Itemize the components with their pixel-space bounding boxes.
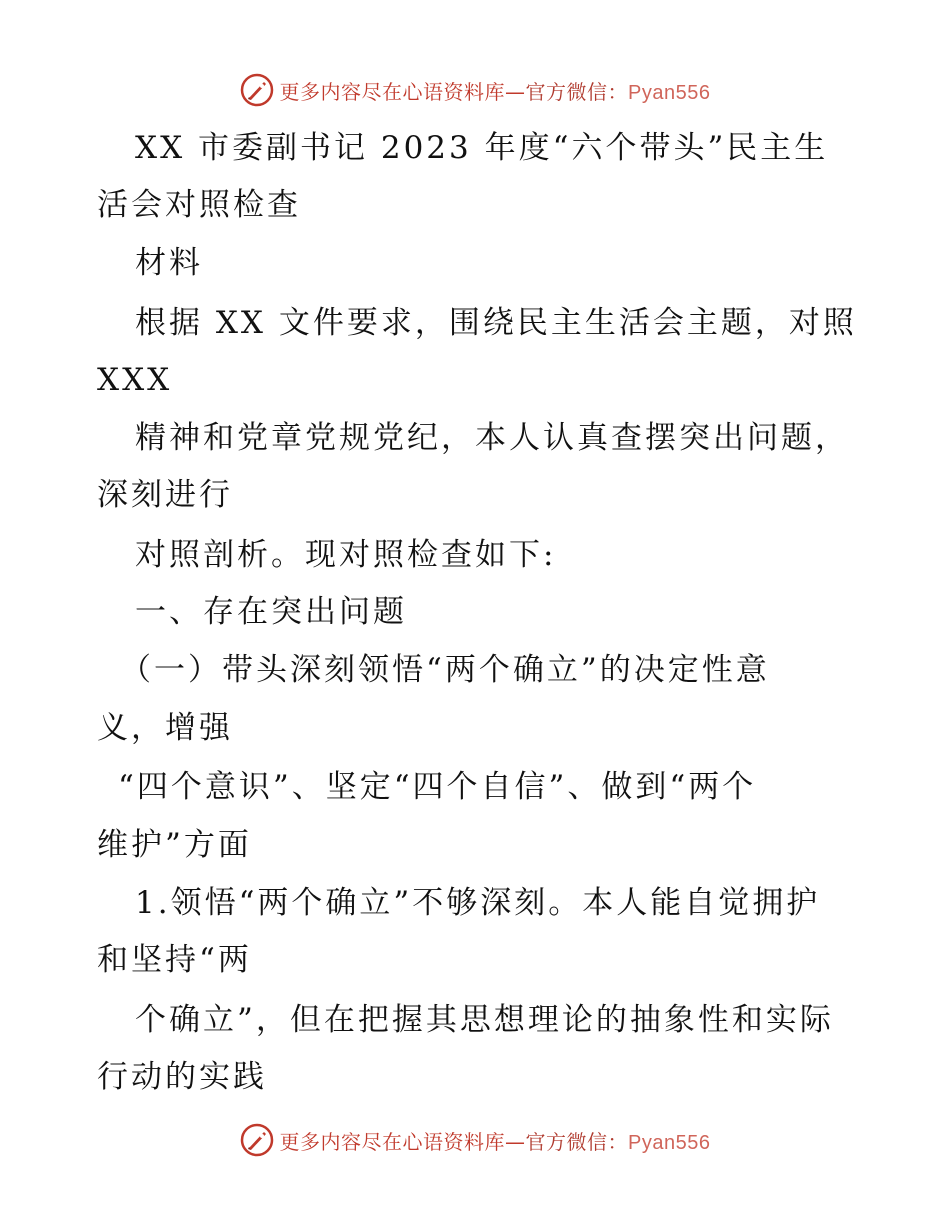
section-heading: 一、存在突出问题 xyxy=(135,594,407,630)
watermark-text: 更多内容尽在心语资料库—官方微信：Pyan556 xyxy=(279,1129,711,1154)
paragraph-line: 个确立”，但在把握其思想理论的抽象性和实际 xyxy=(135,1002,834,1038)
header-watermark-banner xyxy=(0,70,950,110)
paragraph-line: 和坚持“两 xyxy=(97,942,252,978)
paragraph-line: XXX xyxy=(97,362,173,398)
subsection-heading-line-2: 义，增强 xyxy=(97,710,233,746)
paragraph-line: 1.领悟“两个确立”不够深刻。本人能自觉拥护 xyxy=(135,885,821,921)
paragraph-line: 精神和党章党规党纪，本人认真查摆突出问题， xyxy=(135,420,849,456)
quill-logo-icon xyxy=(240,1123,274,1157)
paragraph-line: 深刻进行 xyxy=(97,477,233,513)
footer-watermark-banner xyxy=(0,1120,950,1160)
paragraph-line: 对照剖析。现对照检查如下: xyxy=(135,537,557,573)
subsection-heading-line-1: （一）带头深刻领悟“两个确立”的决定性意 xyxy=(120,652,770,688)
paragraph-line: 根据 XX 文件要求，围绕民主生活会主题，对照 xyxy=(135,305,857,341)
title-line-2: 活会对照检查 xyxy=(97,187,301,223)
subsection-heading-line-3: “四个意识”、坚定“四个自信”、做到“两个 xyxy=(118,769,757,805)
watermark-text: 更多内容尽在心语资料库—官方微信：Pyan556 xyxy=(279,79,711,104)
title-line-1: XX 市委副书记 2023 年度“六个带头”民主生 xyxy=(135,130,829,166)
subsection-heading-line-4: 维护”方面 xyxy=(97,827,252,863)
title-line-3: 材料 xyxy=(135,245,203,281)
quill-logo-icon xyxy=(240,73,274,107)
paragraph-line: 行动的实践 xyxy=(97,1059,267,1095)
